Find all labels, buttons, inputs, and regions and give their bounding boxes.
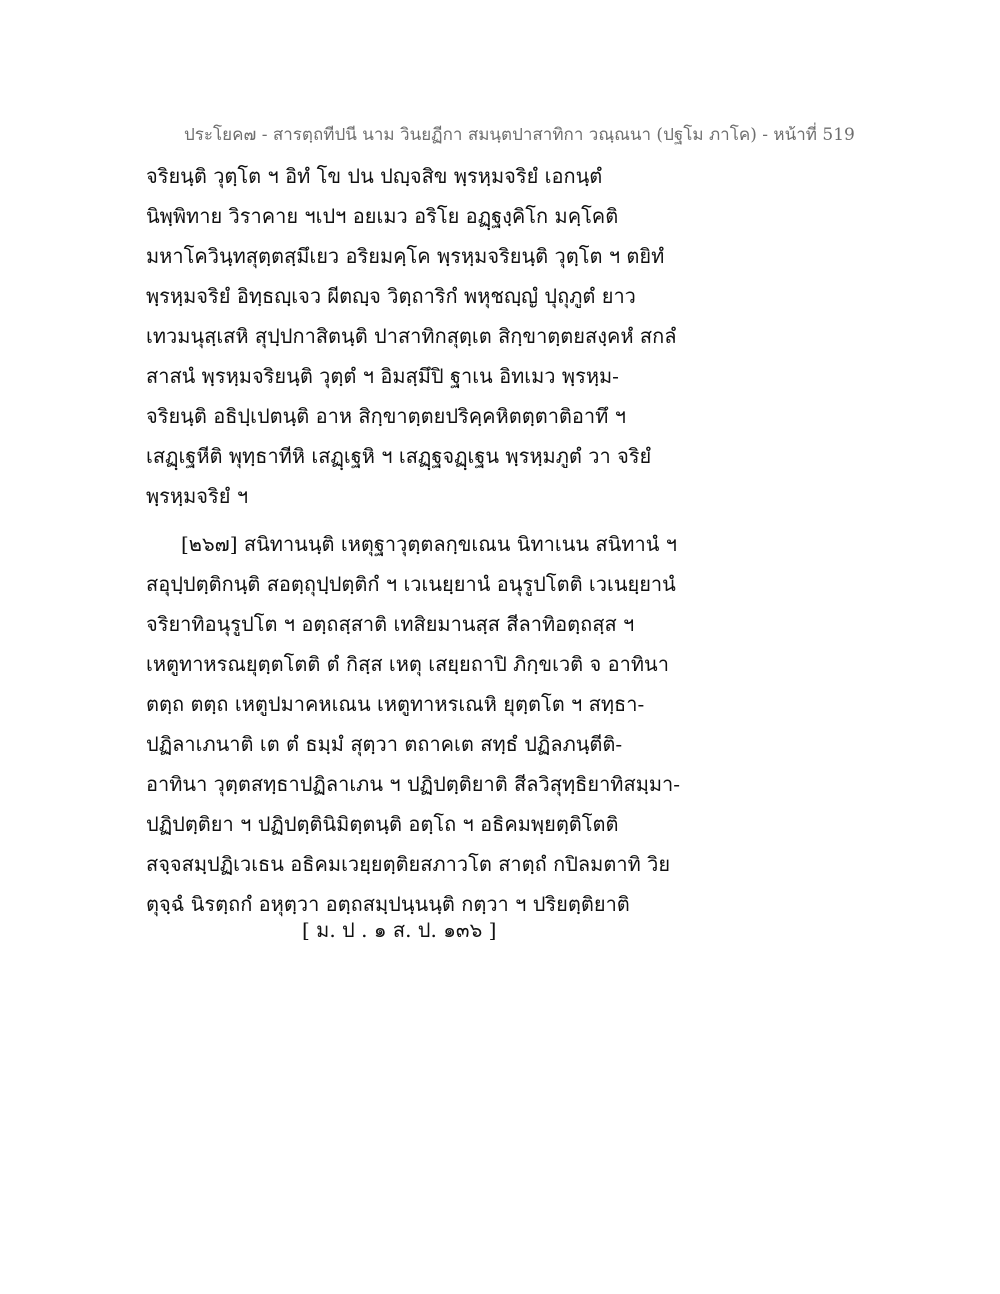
- text-line: พฺรหฺมจริยํ ฯ: [146, 484, 249, 508]
- paragraph: [146, 156, 866, 516]
- text-line: สาสนํ พฺรหฺมจริยนฺติ วุตฺตํ ฯ อิมสฺมึปิ ฐาเน อิทเมว พฺรหฺม-: [146, 364, 619, 388]
- text-line: อาทินา วุตฺตสทฺธาปฏิลาเภน ฯ ปฏิปตฺติยาติ สีลวิสุทฺธิยาทิสมฺมา-: [146, 772, 681, 796]
- text-line: จริยนฺติ วุตฺโต ฯ อิทํ โข ปน ปญฺจสิข พฺรหฺมจริยํ เอกนฺตํ: [146, 164, 603, 188]
- text-line: เหตูทาหรณยุตฺตโตติ ตํ กิสฺส เหตุ เสยฺยถาปิ ภิกฺขเวติ จ อาทินา: [146, 652, 669, 676]
- text-line: เทวมนุสฺเสหิ สุปฺปกาสิตนฺติ ปาสาทิกสุตฺเต สิกฺขาตฺตยสงฺคหํ สกลํ: [146, 324, 677, 348]
- text-line: มหาโควินฺทสุตฺตสฺมึเยว อริยมคฺโค พฺรหฺมจริยนฺติ วุตฺโต ฯ ตยิทํ: [146, 244, 665, 268]
- text-line: สจฺจสมฺปฏิเวเธน อธิคมเวยฺยตฺติยสภาวโต สาตฺถํ กปิลมตาทิ วิย: [146, 852, 671, 876]
- body-text: [146, 156, 866, 924]
- text-line: [๒๖๗] สนิทานนฺติ เหตุฐาวุตฺตลกฺขเณน นิทาเนน สนิทานํ ฯ: [181, 532, 677, 556]
- text-line: ตตฺถ ตตฺถ เหตูปมาคหเณน เหตูทาหรเณหิ ยุตฺตโต ฯ สทฺธา-: [146, 692, 645, 716]
- text-line: ปฏิปตฺติยา ฯ ปฏิปตฺตินิมิตฺตนฺติ อตฺโถ ฯ อธิคมพฺยตฺติโตติ: [146, 812, 619, 836]
- paragraph: [146, 524, 866, 924]
- text-line: สอุปฺปตฺติกนฺติ สอตฺถุปฺปตฺติกํ ฯ เวเนยฺยานํ อนุรูปโตติ เวเนยฺยานํ: [146, 572, 676, 596]
- text-line: นิพฺพิทาย วิราคาย ฯเปฯ อยเมว อริโย อฏฺฐงฺคิโก มคฺโคติ: [146, 204, 619, 228]
- paragraph-gap: [146, 516, 866, 524]
- text-line: ปฏิลาเภนาติ เต ตํ ธมฺมํ สุตฺวา ตถาคเต สทฺธํ ปฏิลภนฺตีติ-: [146, 732, 623, 756]
- cross-reference: [ ม. ป . ๑ ส. ป. ๑๓๖ ]: [302, 918, 497, 942]
- text-line: จริยาทิอนุรูปโต ฯ อตฺถสฺสาติ เทสิยมานสฺส สีลาทิอตฺถสฺส ฯ: [146, 612, 635, 636]
- running-header: ประโยค๗ - สารตฺถทีปนี นาม วินยฏีกา สมนฺตปาสาทิกา วณฺณนา (ปฐโม ภาโค) - หน้าที่ 519: [184, 125, 855, 145]
- text-line: เสฏฺเฐหีติ พุทฺธาทีหิ เสฏฺเฐหิ ฯ เสฏฺฐจฏฺเฐน พฺรหฺมภูตํ วา จริยํ: [146, 444, 652, 468]
- text-line: พฺรหฺมจริยํ อิทฺธญฺเจว ผีตญฺจ วิตฺถาริกํ พหุชญฺญํ ปุถุภูตํ ยาว: [146, 284, 636, 308]
- text-line: ตุจฺฉํ นิรตฺถกํ อหุตฺวา อตฺถสมฺปนฺนนฺติ กตฺวา ฯ ปริยตฺติยาติ: [146, 892, 630, 916]
- text-line: จริยนฺติ อธิปฺเปตนฺติ อาห สิกฺขาตฺตยปริคฺคหิตตฺตาติอาทึ ฯ: [146, 404, 626, 428]
